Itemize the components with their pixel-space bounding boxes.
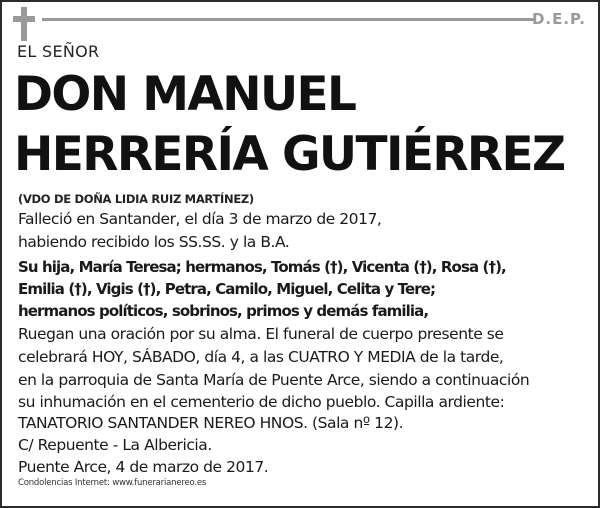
cross-icon	[13, 7, 35, 41]
death-notice-line-2: habiendo recibido los SS.SS. y la B.A.	[18, 233, 290, 251]
family-line-3: hermanos políticos, sobrinos, primos y demás familia,	[18, 302, 429, 320]
funeral-line-3: en la parroquia de Santa María de Puente Arce, siendo a continuación	[18, 371, 530, 389]
funeral-line-4: su inhumación en el cementerio de dicho pueblo. Capilla ardiente:	[18, 393, 505, 411]
family-line-1: Su hija, María Teresa; hermanos, Tomás (†), Vicenta (†), Rosa (†),	[18, 258, 506, 276]
funeral-line-5: TANATORIO SANTANDER NEREO HNOS. (Sala nº 12).	[18, 414, 404, 432]
place-date: Puente Arce, 4 de marzo de 2017.	[18, 458, 269, 476]
condolences-footer: Condolencias Internet: www.funerarianereo.es	[18, 478, 207, 488]
funeral-line-6: C/ Repuente - La Albericia.	[18, 436, 212, 454]
dep-label: D.E.P.	[531, 10, 586, 28]
widow-note: (VDO DE DOÑA LIDIA RUIZ MARTÍNEZ)	[18, 192, 254, 206]
honorific: EL SEÑOR	[17, 42, 100, 61]
family-line-2: Emilia (†), Vigis (†), Petra, Camilo, Miguel, Celita y Tere;	[18, 280, 436, 298]
deceased-name-line-1: DON MANUEL	[14, 67, 356, 122]
funeral-line-1: Ruegan una oración por su alma. El funeral de cuerpo presente se	[18, 325, 504, 343]
deceased-name-line-2: HERRERÍA GUTIÉRREZ	[14, 127, 565, 182]
death-notice-line-1: Falleció en Santander, el día 3 de marzo de 2017,	[18, 210, 382, 228]
funeral-line-2: celebrará HOY, SÁBADO, día 4, a las CUATRO Y MEDIA de la tarde,	[18, 348, 504, 366]
header-rule	[42, 18, 534, 21]
